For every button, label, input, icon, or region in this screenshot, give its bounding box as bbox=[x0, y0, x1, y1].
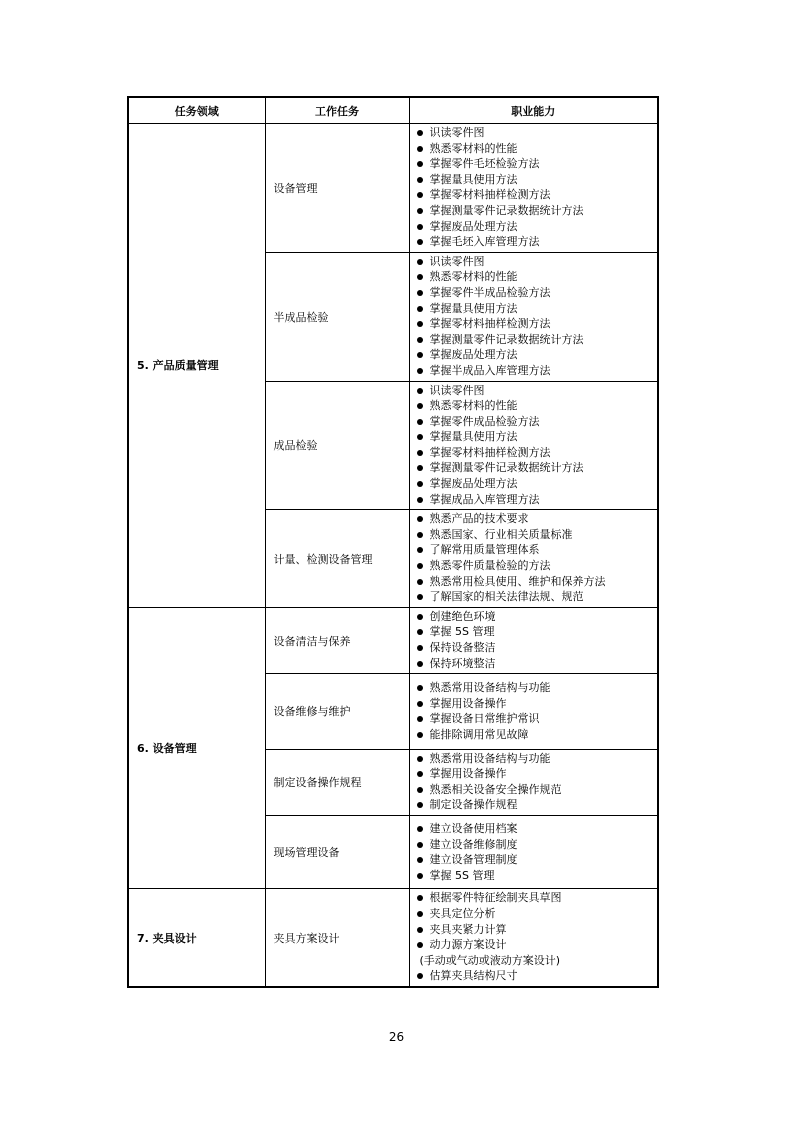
competency-cell bbox=[409, 607, 658, 673]
table-row bbox=[128, 889, 658, 987]
task-area-cell: 5. 产品质量管理 bbox=[128, 124, 265, 608]
competency-item: 识读零件图 bbox=[416, 383, 656, 399]
competency-item: 动力源方案设计 bbox=[416, 937, 656, 953]
work-task-cell: 现场管理设备 bbox=[265, 815, 409, 888]
competency-item: 掌握零件成品检验方法 bbox=[416, 414, 656, 430]
competency-item: 熟悉国家、行业相关质量标准 bbox=[416, 527, 656, 543]
work-task-cell: 设备清洁与保养 bbox=[265, 607, 409, 673]
competency-item: 制定设备操作规程 bbox=[416, 797, 656, 813]
work-task-cell: 成品检验 bbox=[265, 381, 409, 510]
competency-item: 掌握零材料抽样检测方法 bbox=[416, 316, 656, 332]
competency-item: 熟悉常用设备结构与功能 bbox=[416, 751, 656, 767]
work-task-cell: 夹具方案设计 bbox=[265, 889, 409, 987]
competency-item: 掌握成品入库管理方法 bbox=[416, 492, 656, 508]
work-task-cell: 设备管理 bbox=[265, 124, 409, 253]
competency-item: 创建绝色环境 bbox=[416, 609, 656, 625]
competency-item: 熟悉零材料的性能 bbox=[416, 398, 656, 414]
competency-item: 掌握 5S 管理 bbox=[416, 624, 656, 640]
work-task-cell: 制定设备操作规程 bbox=[265, 749, 409, 815]
competency-item: 掌握废品处理方法 bbox=[416, 219, 656, 235]
competency-item: 了解国家的相关法律法规、规范 bbox=[416, 589, 656, 605]
competency-item: 掌握用设备操作 bbox=[416, 696, 656, 712]
competency-item-continuation: (手动或气动或液动方案设计) bbox=[419, 953, 561, 967]
competency-item: 掌握量具使用方法 bbox=[416, 429, 656, 445]
competency-item: 掌握零件毛坯检验方法 bbox=[416, 156, 656, 172]
competency-item: 熟悉零材料的性能 bbox=[416, 141, 656, 157]
competency-item: 掌握毛坯入库管理方法 bbox=[416, 234, 656, 250]
competency-item: 掌握量具使用方法 bbox=[416, 172, 656, 188]
competency-item: 夹具定位分析 bbox=[416, 906, 656, 922]
header-work-task: 工作任务 bbox=[265, 97, 409, 124]
competency-cell bbox=[409, 124, 658, 253]
competency-item: 熟悉零件质量检验的方法 bbox=[416, 558, 656, 574]
competency-cell bbox=[409, 510, 658, 608]
competency-item: 掌握废品处理方法 bbox=[416, 476, 656, 492]
competency-cell bbox=[409, 749, 658, 815]
competency-item: 保持环境整洁 bbox=[416, 656, 656, 672]
competency-cell bbox=[409, 889, 658, 987]
competency-item: 掌握测量零件记录数据统计方法 bbox=[416, 460, 656, 476]
competency-cell bbox=[409, 815, 658, 888]
competency-item: 掌握 5S 管理 bbox=[416, 868, 656, 884]
competency-item: 掌握测量零件记录数据统计方法 bbox=[416, 332, 656, 348]
competency-item: 掌握废品处理方法 bbox=[416, 347, 656, 363]
work-task-cell: 半成品检验 bbox=[265, 252, 409, 381]
header-row bbox=[128, 97, 658, 124]
competency-item: 熟悉常用设备结构与功能 bbox=[416, 680, 656, 696]
competency-item: 建立设备使用档案 bbox=[416, 821, 656, 837]
competency-cell bbox=[409, 674, 658, 749]
competency-item: 掌握零材料抽样检测方法 bbox=[416, 445, 656, 461]
task-area-cell: 7. 夹具设计 bbox=[128, 889, 265, 987]
competency-item: 了解常用质量管理体系 bbox=[416, 542, 656, 558]
header-competency: 职业能力 bbox=[409, 97, 658, 124]
competency-item: 掌握零材料抽样检测方法 bbox=[416, 187, 656, 203]
competency-item: 掌握量具使用方法 bbox=[416, 301, 656, 317]
competency-item: 掌握测量零件记录数据统计方法 bbox=[416, 203, 656, 219]
competency-item: 识读零件图 bbox=[416, 125, 656, 141]
competency-item: 掌握用设备操作 bbox=[416, 766, 656, 782]
competency-item: 根据零件特征绘制夹具草图 bbox=[416, 890, 656, 906]
competency-item: 保持设备整洁 bbox=[416, 640, 656, 656]
competency-item: 建立设备管理制度 bbox=[416, 852, 656, 868]
competency-item: 掌握半成品入库管理方法 bbox=[416, 363, 656, 379]
competency-cell bbox=[409, 381, 658, 510]
competency-item: 熟悉常用检具使用、维护和保养方法 bbox=[416, 574, 656, 590]
task-area-cell: 6. 设备管理 bbox=[128, 607, 265, 889]
competency-cell bbox=[409, 252, 658, 381]
competency-item: 能排除调用常见故障 bbox=[416, 727, 656, 743]
competency-item: 估算夹具结构尺寸 bbox=[416, 968, 656, 984]
competency-item: 熟悉零材料的性能 bbox=[416, 269, 656, 285]
page-number: 26 bbox=[388, 1030, 405, 1044]
competency-item: 掌握设备日常维护常识 bbox=[416, 711, 656, 727]
work-task-cell: 设备维修与维护 bbox=[265, 674, 409, 749]
competency-item: 熟悉产品的技术要求 bbox=[416, 511, 656, 527]
table-row bbox=[128, 124, 658, 253]
table-row bbox=[128, 607, 658, 673]
competency-item: 熟悉相关设备安全操作规范 bbox=[416, 782, 656, 798]
competency-item: 识读零件图 bbox=[416, 254, 656, 270]
competency-item: 夹具夹紧力计算 bbox=[416, 922, 656, 938]
work-task-cell: 计量、检测设备管理 bbox=[265, 510, 409, 608]
header-task-area: 任务领域 bbox=[128, 97, 265, 124]
competency-table bbox=[127, 96, 659, 988]
competency-item: 掌握零件半成品检验方法 bbox=[416, 285, 656, 301]
competency-item: 建立设备维修制度 bbox=[416, 837, 656, 853]
